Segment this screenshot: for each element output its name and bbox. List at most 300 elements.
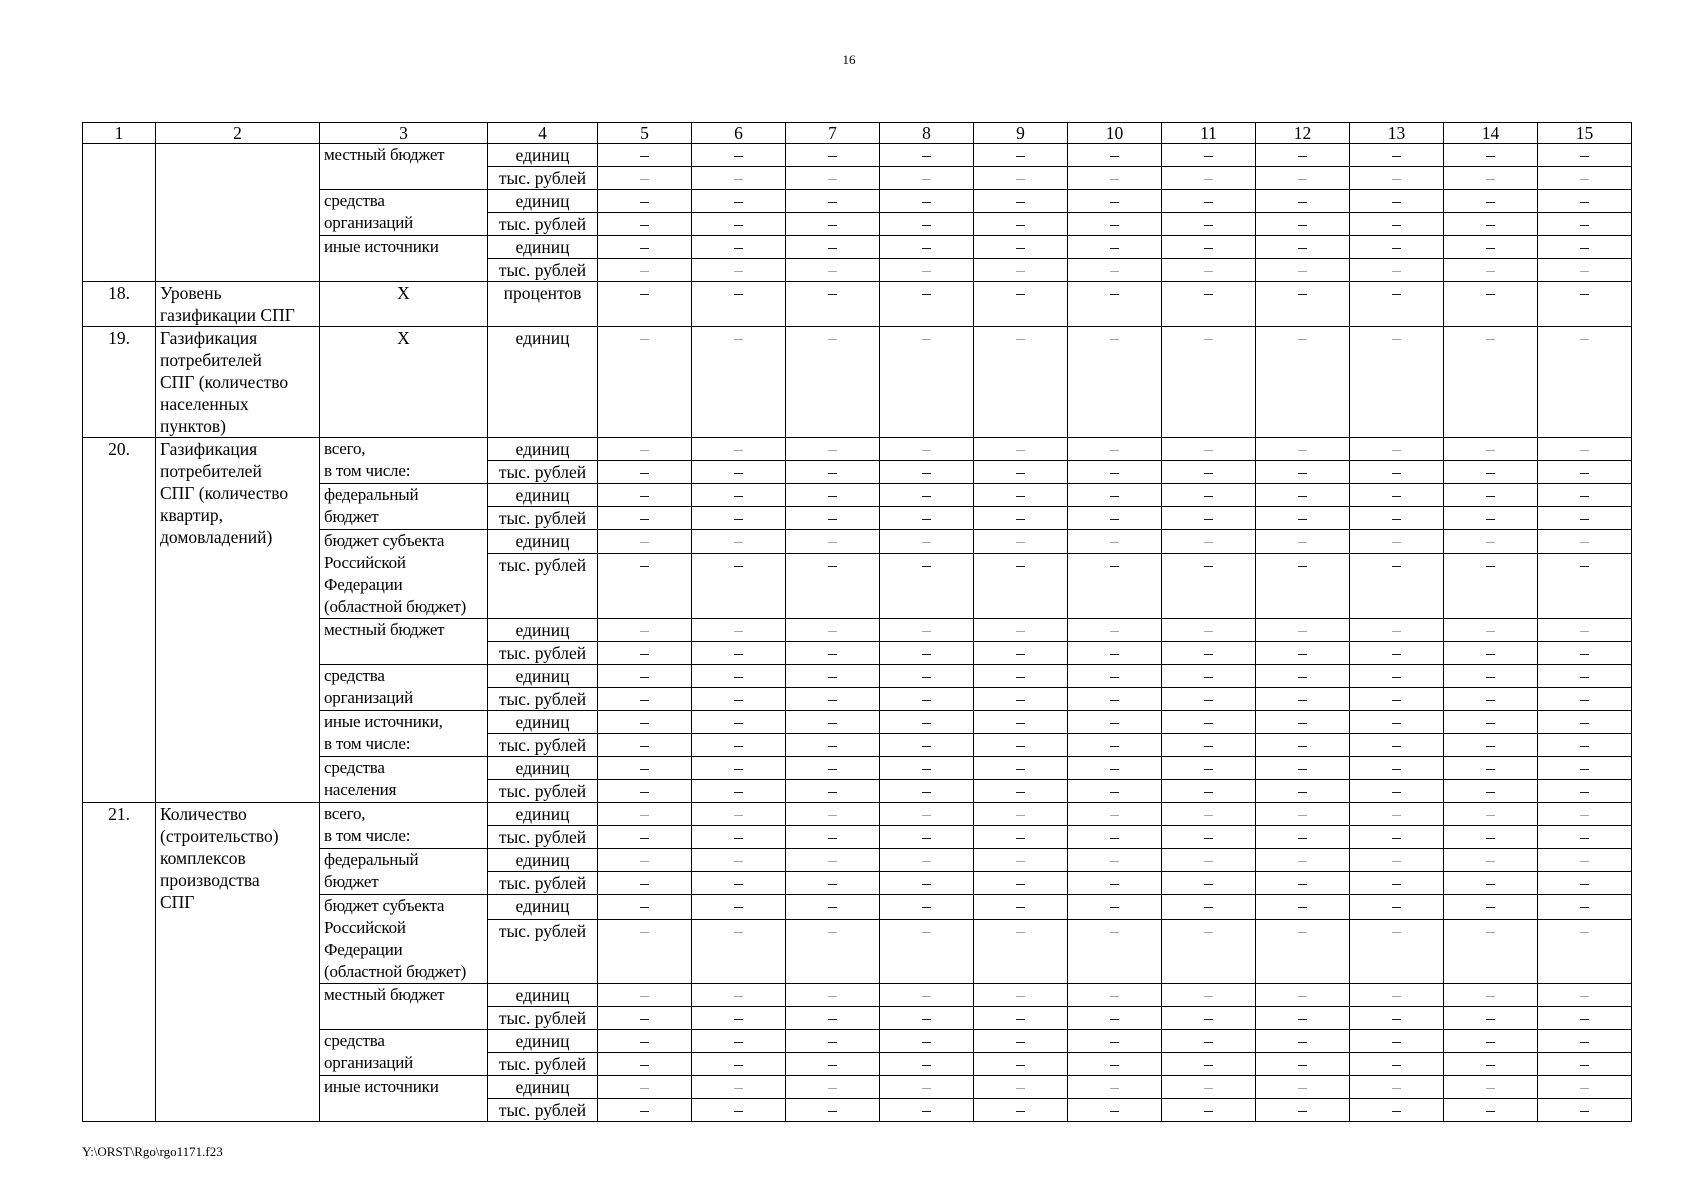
value-cell-col-9: –	[974, 665, 1068, 688]
value-cell-col-9: –	[974, 167, 1068, 190]
value-cell-col-14: –	[1444, 711, 1538, 734]
unit-cell: процентов	[488, 282, 598, 327]
source-cell	[320, 849, 488, 895]
value-cell-col-7: –	[786, 1053, 880, 1076]
value-cell-col-8: –	[880, 144, 974, 167]
value-cell-col-8: –	[880, 803, 974, 826]
value-cell-col-9: –	[974, 734, 1068, 757]
value-cell-col-14: –	[1444, 803, 1538, 826]
value-cell-col-12: –	[1256, 619, 1350, 642]
value-cell-col-9: –	[974, 282, 1068, 327]
value-cell-col-7: –	[786, 530, 880, 554]
source-cell	[320, 803, 488, 849]
value-cell-col-11: –	[1162, 872, 1256, 895]
value-cell-col-10: –	[1068, 327, 1162, 438]
value-cell-col-6: –	[692, 803, 786, 826]
value-cell-col-13: –	[1350, 236, 1444, 259]
value-cell-col-10: –	[1068, 757, 1162, 780]
source-cell-line: бюджет	[324, 872, 379, 891]
indicator-name-cell-line: Газификация	[160, 439, 258, 459]
value-cell-col-9: –	[974, 688, 1068, 711]
value-cell-col-10: –	[1068, 167, 1162, 190]
value-cell-col-8: –	[880, 984, 974, 1007]
unit-cell: тыс. рублей	[488, 872, 598, 895]
value-cell-col-14: –	[1444, 553, 1538, 618]
value-cell-col-5: –	[598, 484, 692, 507]
value-cell-col-14: –	[1444, 144, 1538, 167]
source-cell-line: в том числе:	[324, 461, 411, 480]
value-cell-col-6: –	[692, 1007, 786, 1030]
indicator-name-cell-line: потребителей	[160, 350, 262, 370]
value-cell-col-9: –	[974, 619, 1068, 642]
value-cell-col-7: –	[786, 872, 880, 895]
value-cell-col-15: –	[1538, 711, 1632, 734]
value-cell-col-14: –	[1444, 734, 1538, 757]
value-cell-col-6: –	[692, 849, 786, 872]
value-cell-col-5: –	[598, 553, 692, 618]
value-cell-col-7: –	[786, 213, 880, 236]
value-cell-col-6: –	[692, 190, 786, 213]
source-cell-line: организаций	[324, 1053, 414, 1072]
value-cell-col-13: –	[1350, 619, 1444, 642]
source-cell-line: в том числе:	[324, 826, 411, 845]
value-cell-col-10: –	[1068, 190, 1162, 213]
value-cell-col-12: –	[1256, 665, 1350, 688]
unit-cell: тыс. рублей	[488, 826, 598, 849]
value-cell-col-6: –	[692, 780, 786, 803]
value-cell-col-13: –	[1350, 507, 1444, 530]
source-cell	[320, 895, 488, 984]
value-cell-col-7: –	[786, 803, 880, 826]
indicator-name-cell	[156, 327, 320, 438]
source-cell	[320, 1076, 488, 1122]
column-header-7: 7	[786, 123, 880, 144]
value-cell-col-15: –	[1538, 665, 1632, 688]
unit-cell: тыс. рублей	[488, 1053, 598, 1076]
value-cell-col-5: –	[598, 919, 692, 983]
indicator-name-cell-line: производства	[160, 870, 260, 890]
unit-cell: тыс. рублей	[488, 919, 598, 983]
source-cell	[320, 619, 488, 665]
source-cell-line: федеральный	[324, 850, 419, 869]
value-cell-col-8: –	[880, 780, 974, 803]
value-cell-col-12: –	[1256, 642, 1350, 665]
value-cell-col-6: –	[692, 507, 786, 530]
value-cell-col-8: –	[880, 734, 974, 757]
value-cell-col-9: –	[974, 1007, 1068, 1030]
value-cell-col-11: –	[1162, 236, 1256, 259]
source-cell-line: Федерации	[324, 575, 403, 594]
value-cell-col-9: –	[974, 438, 1068, 461]
value-cell-col-12: –	[1256, 757, 1350, 780]
value-cell-col-15: –	[1538, 849, 1632, 872]
source-cell-line: (областной бюджет)	[324, 962, 467, 981]
value-cell-col-15: –	[1538, 144, 1632, 167]
value-cell-col-8: –	[880, 1053, 974, 1076]
value-cell-col-15: –	[1538, 1053, 1632, 1076]
value-cell-col-8: –	[880, 619, 974, 642]
source-cell-line: (областной бюджет)	[324, 597, 467, 616]
value-cell-col-11: –	[1162, 619, 1256, 642]
indicator-name-cell-line: квартир,	[160, 505, 223, 525]
value-cell-col-15: –	[1538, 688, 1632, 711]
value-cell-col-6: –	[692, 484, 786, 507]
value-cell-col-11: –	[1162, 213, 1256, 236]
column-header-5: 5	[598, 123, 692, 144]
value-cell-col-11: –	[1162, 282, 1256, 327]
value-cell-col-6: –	[692, 327, 786, 438]
value-cell-col-11: –	[1162, 530, 1256, 554]
indicator-name-cell-line: Количество	[160, 804, 247, 824]
row-number-cell-line: 19.	[108, 328, 130, 348]
value-cell-col-13: –	[1350, 872, 1444, 895]
value-cell-col-7: –	[786, 665, 880, 688]
value-cell-col-8: –	[880, 642, 974, 665]
value-cell-col-11: –	[1162, 327, 1256, 438]
row-number-cell-line: 20.	[108, 439, 130, 459]
value-cell-col-11: –	[1162, 1076, 1256, 1099]
value-cell-col-13: –	[1350, 780, 1444, 803]
value-cell-col-5: –	[598, 780, 692, 803]
value-cell-col-14: –	[1444, 190, 1538, 213]
value-cell-col-15: –	[1538, 461, 1632, 484]
source-cell-line: бюджет	[324, 507, 379, 526]
source-cell	[320, 984, 488, 1030]
value-cell-col-11: –	[1162, 438, 1256, 461]
value-cell-col-7: –	[786, 484, 880, 507]
value-cell-col-6: –	[692, 984, 786, 1007]
value-cell-col-6: –	[692, 919, 786, 983]
value-cell-col-7: –	[786, 895, 880, 920]
value-cell-col-6: –	[692, 757, 786, 780]
value-cell-col-13: –	[1350, 757, 1444, 780]
value-cell-col-15: –	[1538, 438, 1632, 461]
source-cell	[320, 665, 488, 711]
value-cell-col-14: –	[1444, 757, 1538, 780]
value-cell-col-5: –	[598, 438, 692, 461]
unit-cell: единиц	[488, 438, 598, 461]
value-cell-col-10: –	[1068, 282, 1162, 327]
source-cell	[320, 144, 488, 190]
table-row	[83, 438, 1632, 461]
source-cell-line: Федерации	[324, 940, 403, 959]
unit-cell: тыс. рублей	[488, 553, 598, 618]
value-cell-col-14: –	[1444, 872, 1538, 895]
value-cell-col-5: –	[598, 711, 692, 734]
value-cell-col-5: –	[598, 461, 692, 484]
source-cell-line: федеральный	[324, 485, 419, 504]
value-cell-col-5: –	[598, 282, 692, 327]
value-cell-col-8: –	[880, 327, 974, 438]
unit-cell: единиц	[488, 849, 598, 872]
value-cell-col-8: –	[880, 872, 974, 895]
source-cell	[320, 190, 488, 236]
value-cell-col-10: –	[1068, 1007, 1162, 1030]
value-cell-col-9: –	[974, 530, 1068, 554]
value-cell-col-11: –	[1162, 1007, 1256, 1030]
value-cell-col-10: –	[1068, 1053, 1162, 1076]
value-cell-col-7: –	[786, 849, 880, 872]
value-cell-col-12: –	[1256, 803, 1350, 826]
unit-cell: единиц	[488, 619, 598, 642]
value-cell-col-12: –	[1256, 553, 1350, 618]
value-cell-col-12: –	[1256, 1007, 1350, 1030]
value-cell-col-15: –	[1538, 619, 1632, 642]
value-cell-col-5: –	[598, 872, 692, 895]
value-cell-col-9: –	[974, 780, 1068, 803]
value-cell-col-9: –	[974, 849, 1068, 872]
value-cell-col-13: –	[1350, 849, 1444, 872]
value-cell-col-13: –	[1350, 984, 1444, 1007]
value-cell-col-5: –	[598, 1053, 692, 1076]
value-cell-col-8: –	[880, 282, 974, 327]
value-cell-col-11: –	[1162, 1053, 1256, 1076]
row-number-cell	[83, 438, 156, 803]
column-header-11: 11	[1162, 123, 1256, 144]
value-cell-col-12: –	[1256, 826, 1350, 849]
source-cell-line: местный бюджет	[324, 985, 445, 1004]
value-cell-col-14: –	[1444, 919, 1538, 983]
value-cell-col-10: –	[1068, 1099, 1162, 1122]
column-header-9: 9	[974, 123, 1068, 144]
value-cell-col-9: –	[974, 642, 1068, 665]
value-cell-col-9: –	[974, 1053, 1068, 1076]
value-cell-col-5: –	[598, 144, 692, 167]
indicator-name-cell-line: потребителей	[160, 461, 262, 481]
unit-cell: единиц	[488, 327, 598, 438]
value-cell-col-8: –	[880, 711, 974, 734]
value-cell-col-11: –	[1162, 919, 1256, 983]
value-cell-col-13: –	[1350, 1030, 1444, 1053]
unit-cell: тыс. рублей	[488, 642, 598, 665]
value-cell-col-7: –	[786, 259, 880, 282]
column-header-2: 2	[156, 123, 320, 144]
value-cell-col-5: –	[598, 507, 692, 530]
value-cell-col-9: –	[974, 919, 1068, 983]
value-cell-col-8: –	[880, 236, 974, 259]
value-cell-col-10: –	[1068, 984, 1162, 1007]
value-cell-col-10: –	[1068, 895, 1162, 920]
value-cell-col-15: –	[1538, 895, 1632, 920]
source-cell-line: местный бюджет	[324, 145, 445, 164]
row-number-cell	[83, 327, 156, 438]
indicator-name-cell-line: газификации СПГ	[160, 305, 295, 325]
value-cell-col-9: –	[974, 984, 1068, 1007]
row-number-cell-line: 21.	[108, 804, 130, 824]
value-cell-col-13: –	[1350, 327, 1444, 438]
value-cell-col-5: –	[598, 236, 692, 259]
value-cell-col-10: –	[1068, 780, 1162, 803]
value-cell-col-5: –	[598, 984, 692, 1007]
value-cell-col-12: –	[1256, 530, 1350, 554]
data-table	[82, 122, 1632, 1122]
value-cell-col-15: –	[1538, 1030, 1632, 1053]
value-cell-col-11: –	[1162, 734, 1256, 757]
value-cell-col-15: –	[1538, 236, 1632, 259]
column-header-6: 6	[692, 123, 786, 144]
unit-cell: тыс. рублей	[488, 507, 598, 530]
value-cell-col-6: –	[692, 688, 786, 711]
row-number-cell	[83, 803, 156, 1122]
value-cell-col-6: –	[692, 144, 786, 167]
value-cell-col-15: –	[1538, 507, 1632, 530]
value-cell-col-9: –	[974, 484, 1068, 507]
value-cell-col-9: –	[974, 327, 1068, 438]
source-cell	[320, 711, 488, 757]
value-cell-col-8: –	[880, 530, 974, 554]
value-cell-col-11: –	[1162, 553, 1256, 618]
column-header-3: 3	[320, 123, 488, 144]
value-cell-col-8: –	[880, 461, 974, 484]
value-cell-col-10: –	[1068, 665, 1162, 688]
value-cell-col-9: –	[974, 461, 1068, 484]
value-cell-col-5: –	[598, 757, 692, 780]
value-cell-col-15: –	[1538, 1007, 1632, 1030]
value-cell-col-6: –	[692, 734, 786, 757]
indicator-name-cell	[156, 803, 320, 1122]
value-cell-col-9: –	[974, 259, 1068, 282]
value-cell-col-6: –	[692, 642, 786, 665]
value-cell-col-14: –	[1444, 167, 1538, 190]
value-cell-col-6: –	[692, 438, 786, 461]
value-cell-col-12: –	[1256, 1053, 1350, 1076]
value-cell-col-8: –	[880, 895, 974, 920]
value-cell-col-14: –	[1444, 1007, 1538, 1030]
value-cell-col-14: –	[1444, 1076, 1538, 1099]
value-cell-col-12: –	[1256, 984, 1350, 1007]
source-cell-line: средства	[324, 666, 385, 685]
column-header-1: 1	[83, 123, 156, 144]
value-cell-col-12: –	[1256, 507, 1350, 530]
value-cell-col-14: –	[1444, 484, 1538, 507]
x-mark-cell: Х	[320, 327, 488, 438]
value-cell-col-12: –	[1256, 461, 1350, 484]
source-cell-line: иные источники,	[324, 712, 443, 731]
value-cell-col-15: –	[1538, 642, 1632, 665]
table-row	[83, 282, 1632, 327]
value-cell-col-11: –	[1162, 1099, 1256, 1122]
source-cell	[320, 236, 488, 282]
unit-cell: единиц	[488, 484, 598, 507]
value-cell-col-9: –	[974, 803, 1068, 826]
value-cell-col-15: –	[1538, 213, 1632, 236]
value-cell-col-9: –	[974, 1099, 1068, 1122]
value-cell-col-10: –	[1068, 144, 1162, 167]
value-cell-col-11: –	[1162, 507, 1256, 530]
unit-cell: тыс. рублей	[488, 1099, 598, 1122]
value-cell-col-5: –	[598, 895, 692, 920]
value-cell-col-8: –	[880, 213, 974, 236]
value-cell-col-5: –	[598, 530, 692, 554]
value-cell-col-10: –	[1068, 688, 1162, 711]
value-cell-col-12: –	[1256, 213, 1350, 236]
value-cell-col-6: –	[692, 530, 786, 554]
indicator-name-cell-line: пунктов)	[160, 416, 227, 436]
value-cell-col-14: –	[1444, 849, 1538, 872]
value-cell-col-12: –	[1256, 438, 1350, 461]
value-cell-col-14: –	[1444, 826, 1538, 849]
indicator-name-cell-line: населенных	[160, 394, 249, 414]
column-header-10: 10	[1068, 123, 1162, 144]
value-cell-col-10: –	[1068, 872, 1162, 895]
unit-cell: единиц	[488, 984, 598, 1007]
value-cell-col-9: –	[974, 190, 1068, 213]
value-cell-col-7: –	[786, 780, 880, 803]
source-cell-line: всего,	[324, 804, 366, 823]
row-number-cell-line: 18.	[108, 283, 130, 303]
value-cell-col-6: –	[692, 1099, 786, 1122]
value-cell-col-7: –	[786, 711, 880, 734]
unit-cell: единиц	[488, 236, 598, 259]
x-mark-cell: Х	[320, 282, 488, 327]
value-cell-col-13: –	[1350, 1007, 1444, 1030]
value-cell-col-6: –	[692, 213, 786, 236]
value-cell-col-10: –	[1068, 734, 1162, 757]
indicator-name-cell	[156, 438, 320, 803]
file-path-footer: Y:\ORST\Rgo\rgo1171.f23	[82, 1144, 223, 1159]
unit-cell: единиц	[488, 803, 598, 826]
value-cell-col-9: –	[974, 1030, 1068, 1053]
value-cell-col-6: –	[692, 282, 786, 327]
value-cell-col-13: –	[1350, 919, 1444, 983]
value-cell-col-7: –	[786, 688, 880, 711]
value-cell-col-11: –	[1162, 780, 1256, 803]
value-cell-col-10: –	[1068, 530, 1162, 554]
value-cell-col-15: –	[1538, 530, 1632, 554]
value-cell-col-7: –	[786, 144, 880, 167]
value-cell-col-7: –	[786, 734, 880, 757]
value-cell-col-14: –	[1444, 619, 1538, 642]
value-cell-col-12: –	[1256, 872, 1350, 895]
unit-cell: тыс. рублей	[488, 213, 598, 236]
value-cell-col-10: –	[1068, 826, 1162, 849]
value-cell-col-11: –	[1162, 144, 1256, 167]
value-cell-col-14: –	[1444, 688, 1538, 711]
value-cell-col-10: –	[1068, 484, 1162, 507]
value-cell-col-5: –	[598, 642, 692, 665]
value-cell-col-9: –	[974, 507, 1068, 530]
source-cell-line: организаций	[324, 213, 414, 232]
value-cell-col-11: –	[1162, 895, 1256, 920]
value-cell-col-11: –	[1162, 757, 1256, 780]
value-cell-col-6: –	[692, 872, 786, 895]
value-cell-col-11: –	[1162, 711, 1256, 734]
value-cell-col-14: –	[1444, 1099, 1538, 1122]
source-cell	[320, 438, 488, 484]
value-cell-col-13: –	[1350, 1053, 1444, 1076]
value-cell-col-7: –	[786, 1007, 880, 1030]
unit-cell: единиц	[488, 530, 598, 554]
source-cell-line: средства	[324, 191, 385, 210]
value-cell-col-14: –	[1444, 461, 1538, 484]
indicator-name-cell-line: домовладений)	[160, 527, 273, 547]
value-cell-col-13: –	[1350, 826, 1444, 849]
value-cell-col-12: –	[1256, 259, 1350, 282]
value-cell-col-12: –	[1256, 1030, 1350, 1053]
source-cell-line: бюджет субъекта	[324, 531, 445, 550]
value-cell-col-12: –	[1256, 780, 1350, 803]
value-cell-col-12: –	[1256, 282, 1350, 327]
value-cell-col-5: –	[598, 1076, 692, 1099]
source-cell-line: средства	[324, 758, 385, 777]
source-cell	[320, 530, 488, 619]
value-cell-col-13: –	[1350, 167, 1444, 190]
value-cell-col-15: –	[1538, 872, 1632, 895]
value-cell-col-14: –	[1444, 327, 1538, 438]
value-cell-col-15: –	[1538, 259, 1632, 282]
value-cell-col-8: –	[880, 757, 974, 780]
value-cell-col-12: –	[1256, 734, 1350, 757]
